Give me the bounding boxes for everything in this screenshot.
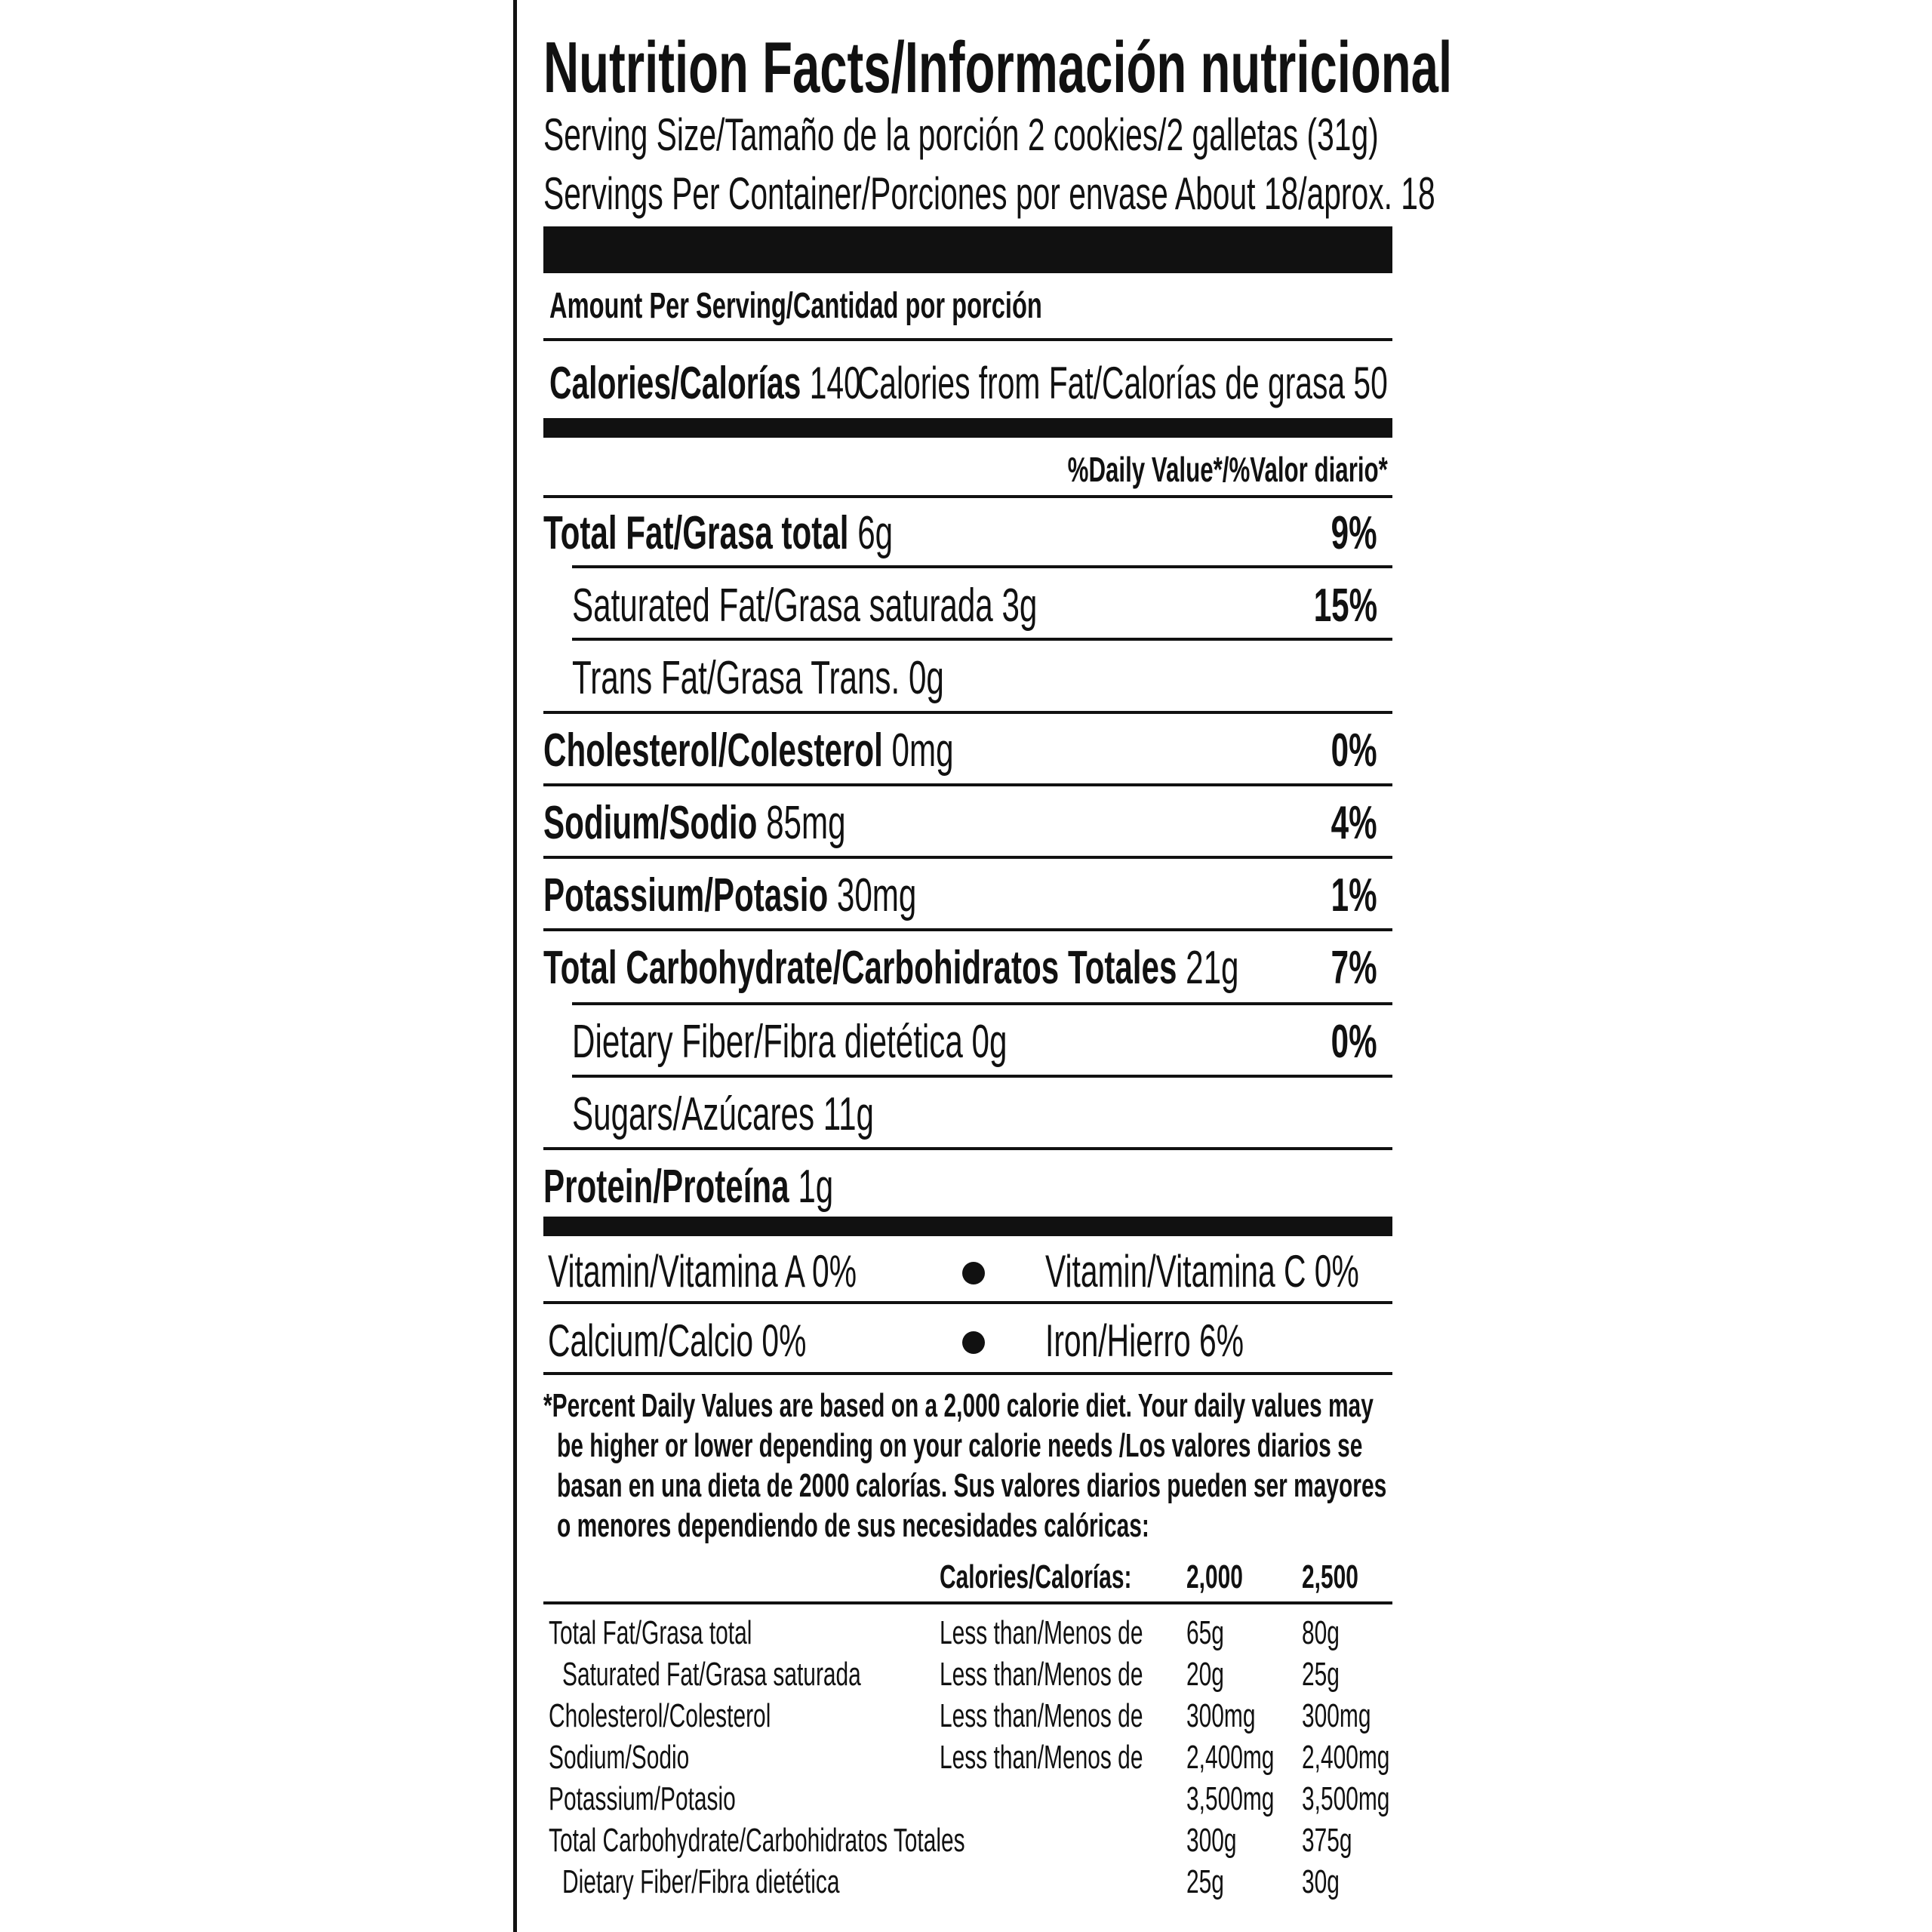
- dv-row: Cholesterol/Colesterol: [549, 1697, 771, 1734]
- dv-row-value-1: 300mg: [1186, 1697, 1256, 1734]
- divider: [543, 495, 1392, 498]
- dv-header: %Daily Value*/%Valor diario*: [1067, 450, 1388, 489]
- vitamin-c: Vitamin/Vitamina C 0%: [1045, 1246, 1359, 1297]
- footnote: *Percent Daily Values are based on a 2,000 calorie diet. Your daily values may be higher or lower depending on your calorie needs /Los valores diarios se basan en una dieta de 2000 calorías. Sus valores diarios pueden ser mayores o menores dependiendo de sus necesidades calóricas:: [543, 1387, 1387, 1544]
- nutrient-sugars: Sugars/Azúcares 11g: [572, 1088, 874, 1140]
- dv-row: Dietary Fiber/Fibra dietética: [562, 1863, 840, 1900]
- calories-from-fat-label: Calories from Fat/Calorías de grasa: [857, 358, 1346, 408]
- calories-row: [543, 356, 1392, 411]
- nutrient-protein: Protein/Proteína 1g: [543, 1161, 834, 1213]
- thick-divider-top: [543, 226, 1392, 273]
- dv-row-value-1: 2,400mg: [1186, 1739, 1275, 1776]
- divider: [543, 783, 1392, 786]
- divider: [543, 711, 1392, 714]
- dv-row-value-2: 30g: [1302, 1863, 1340, 1900]
- mineral-row: [543, 1307, 1392, 1375]
- dv-row: Total Carbohydrate/Carbohidratos Totales: [549, 1822, 965, 1859]
- serving-size: Serving Size/Tamaño de la porción 2 cookies/2 galletas (31g): [543, 109, 1379, 160]
- divider: [543, 1147, 1392, 1150]
- dv-row: Potassium/Potasio: [549, 1780, 736, 1817]
- dv-row-value-2: 25g: [1302, 1656, 1340, 1693]
- calcium: Calcium/Calcio 0%: [548, 1315, 807, 1366]
- dv-row-value-2: 300mg: [1302, 1697, 1371, 1734]
- nutrient-saturated-fat: Saturated Fat/Grasa saturada 3g 15%: [572, 580, 1377, 632]
- dv-row-value-2: 375g: [1302, 1822, 1352, 1859]
- bullet-icon: [962, 1262, 985, 1284]
- divider: [543, 338, 1392, 341]
- bullet-icon: [962, 1331, 985, 1354]
- dv-table-col1: 2,000: [1186, 1558, 1243, 1595]
- dv-table-col2: 2,500: [1302, 1558, 1358, 1595]
- dv-table-calories-label: Calories/Calorías:: [940, 1558, 1132, 1595]
- divider: [572, 1002, 1392, 1005]
- dv-row-value-1: 65g: [1186, 1614, 1224, 1651]
- dv-row-value-1: 20g: [1186, 1656, 1224, 1693]
- dv-row: Saturated Fat/Grasa saturada: [562, 1656, 861, 1693]
- calories-from-fat-value: 50: [1353, 358, 1388, 408]
- nutrient-total-carbohydrate: Total Carbohydrate/Carbohidratos Totales 21g 7%: [543, 942, 1377, 994]
- vitamin-row: [543, 1238, 1392, 1306]
- nutrient-dietary-fiber: Dietary Fiber/Fibra dietética 0g 0%: [572, 1016, 1377, 1068]
- vitamin-a: Vitamin/Vitamina A 0%: [548, 1246, 857, 1297]
- dv-row-qualifier: Less than/Menos de: [940, 1614, 1143, 1651]
- dv-row-qualifier: Less than/Menos de: [940, 1739, 1143, 1776]
- dv-row-value-1: 3,500mg: [1186, 1780, 1275, 1817]
- divider: [543, 856, 1392, 859]
- dv-row: Sodium/Sodio: [549, 1739, 690, 1776]
- medium-divider: [543, 1217, 1392, 1236]
- nutrient-sodium: Sodium/Sodio 85mg 4%: [543, 797, 1377, 849]
- nutrient-cholesterol: Cholesterol/Colesterol 0mg 0%: [543, 724, 1377, 777]
- divider: [543, 1372, 1392, 1375]
- divider: [572, 1075, 1392, 1078]
- amount-per-serving: Amount Per Serving/Cantidad por porción: [549, 286, 1042, 326]
- divider: [572, 638, 1392, 641]
- divider: [543, 1301, 1392, 1304]
- divider: [572, 565, 1392, 568]
- dv-row-qualifier: Less than/Menos de: [940, 1656, 1143, 1693]
- dv-row-value-1: 300g: [1186, 1822, 1237, 1859]
- nutrition-label: [513, 0, 1932, 1932]
- dv-row-value-2: 80g: [1302, 1614, 1340, 1651]
- divider: [543, 928, 1392, 931]
- dv-row: Total Fat/Grasa total: [549, 1614, 752, 1651]
- calories-value: 140: [809, 358, 861, 408]
- label-title: Nutrition Facts/Información nutricional: [543, 27, 1453, 108]
- nutrient-trans-fat: Trans Fat/Grasa Trans. 0g: [572, 652, 944, 704]
- nutrient-total-fat: Total Fat/Grasa total 6g 9%: [543, 507, 1377, 559]
- nutrient-potassium: Potassium/Potasio 30mg 1%: [543, 869, 1377, 921]
- iron: Iron/Hierro 6%: [1045, 1315, 1244, 1366]
- dv-row-value-2: 2,400mg: [1302, 1739, 1390, 1776]
- divider: [543, 1601, 1392, 1604]
- dv-row-value-1: 25g: [1186, 1863, 1224, 1900]
- dv-row-value-2: 3,500mg: [1302, 1780, 1390, 1817]
- servings-per-container: Servings Per Container/Porciones por envase About 18/aprox. 18: [543, 168, 1435, 219]
- calories-label: Calories/Calorías: [549, 358, 801, 408]
- dv-row-qualifier: Less than/Menos de: [940, 1697, 1143, 1734]
- medium-divider: [543, 418, 1392, 438]
